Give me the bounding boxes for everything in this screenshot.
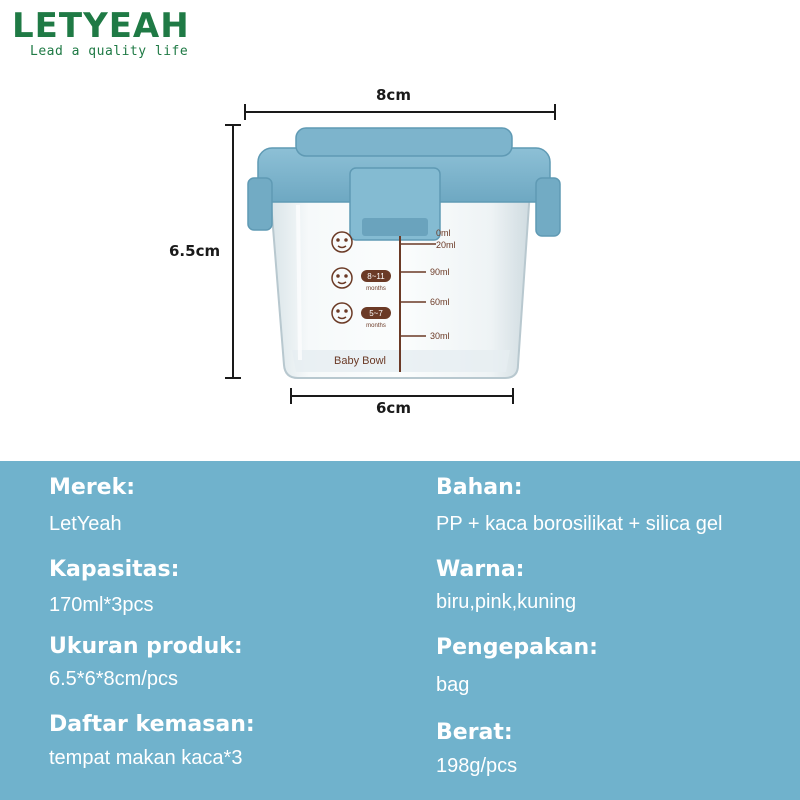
spec-label: Bahan: [436, 475, 523, 500]
spec-color [436, 556, 576, 615]
spec-label: Pengepakan: [436, 635, 598, 660]
spec-label: Ukuran produk: [49, 634, 243, 659]
scale-mark-top: 0ml [436, 228, 451, 238]
spec-size [49, 633, 243, 692]
age-badge-range: 8~11 [367, 272, 385, 281]
spec-value: tempat makan kaca*3 [49, 747, 243, 769]
spec-weight [436, 719, 517, 779]
spec-value: 6.5*6*8cm/pcs [49, 668, 178, 690]
scale-mark-30: 30ml [430, 331, 450, 341]
spec-value: 170ml*3pcs [49, 594, 154, 616]
spec-value: biru,pink,kuning [436, 591, 577, 613]
spec-panel [0, 461, 800, 800]
brand-tagline: Lead a quality life [30, 44, 189, 59]
spec-label: Kapasitas: [49, 557, 180, 582]
spec-brand [49, 474, 135, 537]
spec-package-list [49, 711, 255, 771]
width-dimension-line [245, 104, 555, 120]
baby-bowl-label: Baby Bowl [334, 355, 386, 367]
age-badge-unit: months [366, 286, 386, 292]
height-dimension-line [225, 125, 241, 378]
scale-mark-90: 90ml [430, 267, 450, 277]
scale-mark-60: 60ml [430, 297, 450, 307]
spec-label: Warna: [436, 557, 525, 582]
spec-value: bag [436, 674, 470, 696]
brand-name: LETYEAH [12, 6, 190, 46]
spec-value: 198g/pcs [436, 755, 518, 777]
spec-material [436, 474, 722, 537]
spec-packing [436, 634, 598, 698]
scale-mark-120: 20ml [436, 240, 456, 250]
spec-capacity [49, 556, 179, 618]
base-dimension-label: 6cm [376, 399, 411, 417]
spec-value: PP + kaca borosilikat + silica gel [436, 513, 723, 535]
spec-label: Daftar kemasan: [49, 712, 255, 737]
age-badge-unit: months [366, 323, 386, 329]
spec-label: Merek: [49, 475, 136, 500]
age-badge-range: 5~7 [369, 309, 383, 318]
spec-value: LetYeah [49, 513, 122, 535]
spec-label: Berat: [436, 720, 513, 745]
height-dimension-label: 6.5cm [169, 242, 221, 260]
width-dimension-label: 8cm [376, 86, 411, 104]
